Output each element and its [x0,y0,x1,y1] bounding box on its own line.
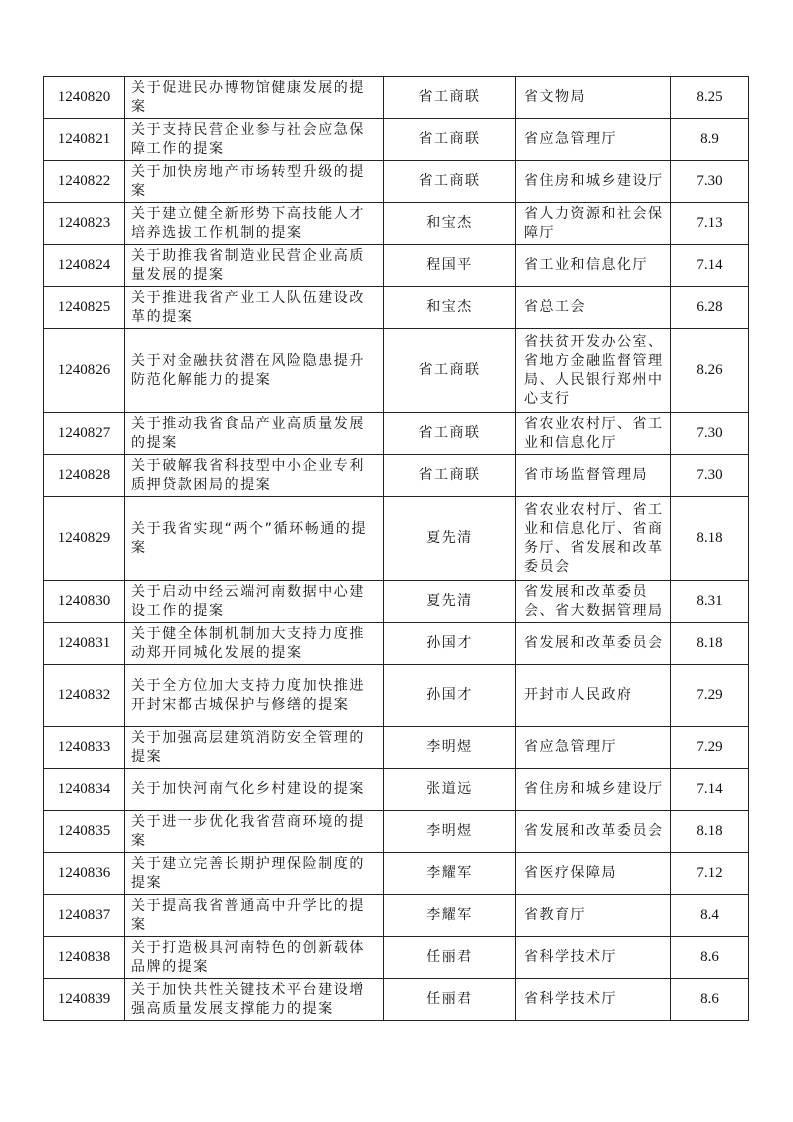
date-cell: 7.14 [671,245,749,287]
department-cell: 省发展和改革委员会、省大数据管理局 [516,581,671,623]
proposer-cell: 和宝杰 [384,287,516,329]
proposal-title-cell: 关于推动我省食品产业高质量发展的提案 [125,413,384,455]
table-row [44,769,749,811]
proposal-id-cell: 1240828 [44,455,125,497]
proposer-cell: 李耀军 [384,895,516,937]
proposer-cell: 孙国才 [384,665,516,727]
proposer-cell: 李明煜 [384,811,516,853]
department-cell: 省科学技术厅 [516,937,671,979]
table-row [44,245,749,287]
proposer-cell: 张道远 [384,769,516,811]
proposal-id-cell: 1240831 [44,623,125,665]
proposal-id-cell: 1240837 [44,895,125,937]
proposal-id-cell: 1240835 [44,811,125,853]
proposer-cell: 任丽君 [384,937,516,979]
table-row [44,895,749,937]
department-cell: 省人力资源和社会保障厅 [516,203,671,245]
department-cell: 开封市人民政府 [516,665,671,727]
date-cell: 7.12 [671,853,749,895]
proposal-title-cell: 关于助推我省制造业民营企业高质量发展的提案 [125,245,384,287]
table-row [44,665,749,727]
date-cell: 8.9 [671,119,749,161]
table-row [44,161,749,203]
table-row [44,727,749,769]
table-row [44,329,749,413]
department-cell: 省应急管理厅 [516,119,671,161]
proposer-cell: 省工商联 [384,161,516,203]
date-cell: 8.26 [671,329,749,413]
date-cell: 8.18 [671,497,749,581]
proposal-title-cell: 关于进一步优化我省营商环境的提案 [125,811,384,853]
department-cell: 省发展和改革委员会 [516,811,671,853]
department-cell: 省农业农村厅、省工业和信息化厅、省商务厅、省发展和改革委员会 [516,497,671,581]
table-row [44,497,749,581]
date-cell: 8.18 [671,811,749,853]
proposer-cell: 孙国才 [384,623,516,665]
date-cell: 7.13 [671,203,749,245]
department-cell: 省住房和城乡建设厅 [516,769,671,811]
proposer-cell: 和宝杰 [384,203,516,245]
proposal-title-cell: 关于加快房地产市场转型升级的提案 [125,161,384,203]
date-cell: 7.14 [671,769,749,811]
proposer-cell: 夏先清 [384,581,516,623]
proposal-id-cell: 1240834 [44,769,125,811]
table-row [44,119,749,161]
proposal-id-cell: 1240826 [44,329,125,413]
department-cell: 省扶贫开发办公室、省地方金融监督管理局、人民银行郑州中心支行 [516,329,671,413]
proposal-title-cell: 关于启动中经云端河南数据中心建设工作的提案 [125,581,384,623]
proposer-cell: 程国平 [384,245,516,287]
table-row [44,287,749,329]
proposal-id-cell: 1240829 [44,497,125,581]
proposal-title-cell: 关于推进我省产业工人队伍建设改革的提案 [125,287,384,329]
proposal-id-cell: 1240820 [44,77,125,119]
proposal-id-cell: 1240822 [44,161,125,203]
date-cell: 8.31 [671,581,749,623]
proposer-cell: 省工商联 [384,413,516,455]
proposer-cell: 任丽君 [384,979,516,1021]
proposal-title-cell: 关于建立完善长期护理保险制度的提案 [125,853,384,895]
proposal-id-cell: 1240827 [44,413,125,455]
proposal-id-cell: 1240830 [44,581,125,623]
proposal-id-cell: 1240823 [44,203,125,245]
table-row [44,203,749,245]
department-cell: 省应急管理厅 [516,727,671,769]
proposal-title-cell: 关于建立健全新形势下高技能人才培养选拔工作机制的提案 [125,203,384,245]
table-row [44,581,749,623]
table-row [44,937,749,979]
date-cell: 7.30 [671,455,749,497]
department-cell: 省工业和信息化厅 [516,245,671,287]
proposal-title-cell: 关于打造极具河南特色的创新载体品牌的提案 [125,937,384,979]
department-cell: 省农业农村厅、省工业和信息化厅 [516,413,671,455]
table-row [44,455,749,497]
proposal-title-cell: 关于破解我省科技型中小企业专利质押贷款困局的提案 [125,455,384,497]
proposal-title-cell: 关于支持民营企业参与社会应急保障工作的提案 [125,119,384,161]
date-cell: 7.29 [671,665,749,727]
department-cell: 省教育厅 [516,895,671,937]
department-cell: 省发展和改革委员会 [516,623,671,665]
date-cell: 8.25 [671,77,749,119]
proposer-cell: 李明煜 [384,727,516,769]
department-cell: 省科学技术厅 [516,979,671,1021]
date-cell: 8.18 [671,623,749,665]
proposal-id-cell: 1240833 [44,727,125,769]
table-row [44,77,749,119]
date-cell: 7.30 [671,413,749,455]
proposal-id-cell: 1240839 [44,979,125,1021]
date-cell: 6.28 [671,287,749,329]
date-cell: 8.6 [671,937,749,979]
proposal-id-cell: 1240832 [44,665,125,727]
proposer-cell: 省工商联 [384,119,516,161]
department-cell: 省医疗保障局 [516,853,671,895]
proposer-cell: 李耀军 [384,853,516,895]
date-cell: 8.6 [671,979,749,1021]
table-row [44,979,749,1021]
date-cell: 7.29 [671,727,749,769]
proposal-id-cell: 1240821 [44,119,125,161]
proposal-title-cell: 关于促进民办博物馆健康发展的提案 [125,77,384,119]
department-cell: 省总工会 [516,287,671,329]
proposal-table [43,76,749,1021]
proposer-cell: 省工商联 [384,455,516,497]
proposal-title-cell: 关于我省实现“两个”循环畅通的提案 [125,497,384,581]
table-row [44,853,749,895]
proposer-cell: 省工商联 [384,77,516,119]
proposal-title-cell: 关于全方位加大支持力度加快推进开封宋都古城保护与修缮的提案 [125,665,384,727]
proposal-id-cell: 1240836 [44,853,125,895]
proposal-title-cell: 关于对金融扶贫潜在风险隐患提升防范化解能力的提案 [125,329,384,413]
proposal-title-cell: 关于加快河南气化乡村建设的提案 [125,769,384,811]
department-cell: 省市场监督管理局 [516,455,671,497]
proposal-id-cell: 1240824 [44,245,125,287]
department-cell: 省文物局 [516,77,671,119]
table-row [44,413,749,455]
table-row [44,623,749,665]
department-cell: 省住房和城乡建设厅 [516,161,671,203]
proposer-cell: 夏先清 [384,497,516,581]
proposal-id-cell: 1240838 [44,937,125,979]
date-cell: 7.30 [671,161,749,203]
proposer-cell: 省工商联 [384,329,516,413]
table-row [44,811,749,853]
proposal-title-cell: 关于加强高层建筑消防安全管理的提案 [125,727,384,769]
proposal-title-cell: 关于提高我省普通高中升学比的提案 [125,895,384,937]
proposal-id-cell: 1240825 [44,287,125,329]
proposal-title-cell: 关于健全体制机制加大支持力度推动郑开同城化发展的提案 [125,623,384,665]
proposal-title-cell: 关于加快共性关键技术平台建设增强高质量发展支撑能力的提案 [125,979,384,1021]
proposal-table-body [44,77,749,1021]
date-cell: 8.4 [671,895,749,937]
